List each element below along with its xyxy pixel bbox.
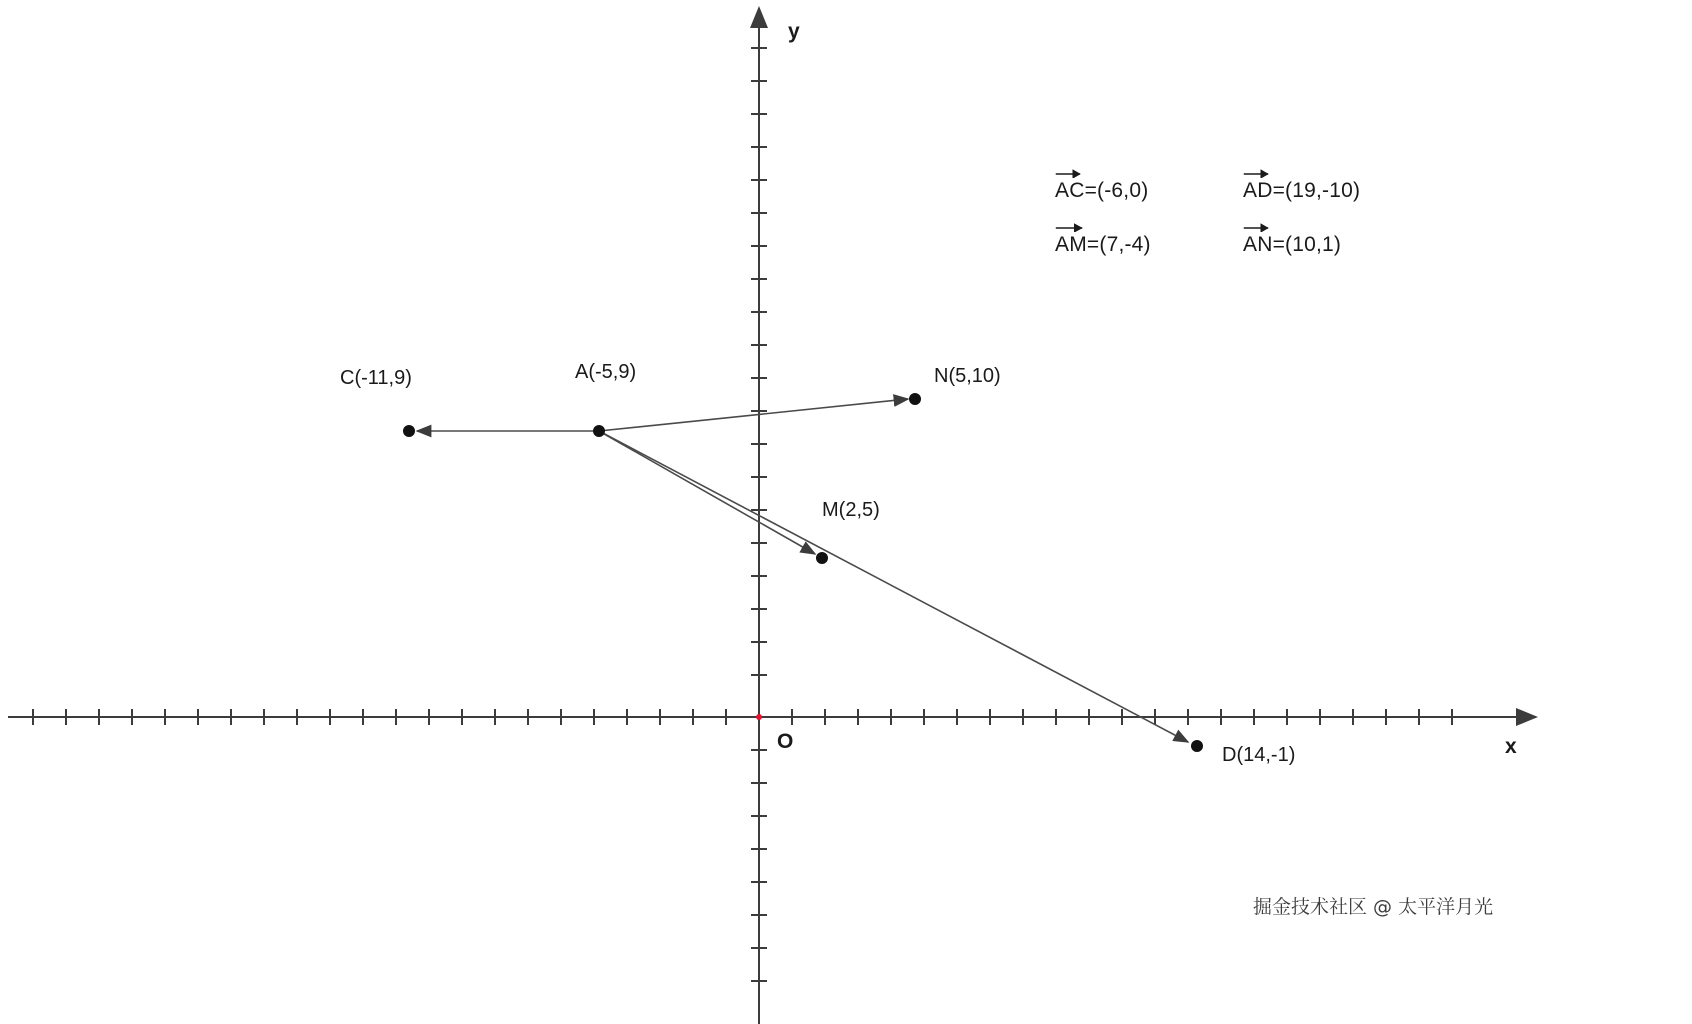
point-label-M: M(2,5): [822, 499, 880, 521]
vector-AM: [599, 431, 815, 554]
annotation-AN-value: =(10,1): [1272, 233, 1342, 256]
point-M: [816, 552, 828, 564]
vector-AD: [599, 431, 1188, 742]
x-axis-label: x: [1505, 735, 1517, 758]
y-axis-label: y: [788, 20, 800, 43]
annotation-AD: [1243, 179, 1360, 203]
overline-arrow-icon: [1243, 222, 1273, 232]
origin-point: [756, 714, 762, 720]
watermark: 掘金技术社区 @ 太平洋月光: [1253, 896, 1494, 918]
point-label-C: C(-11,9): [340, 367, 412, 389]
vector-overline-AM: AM: [1055, 233, 1087, 257]
point-D: [1191, 740, 1203, 752]
annotation-AM: [1055, 233, 1151, 257]
vector-overline-AN: AN: [1243, 233, 1273, 257]
annotation-AC-value: =(-6,0): [1084, 179, 1149, 202]
vector-overline-AD: AD: [1243, 179, 1273, 203]
annotation-AD-value: =(19,-10): [1272, 179, 1361, 202]
vector-overline-AC: AC: [1055, 179, 1085, 203]
point-N: [909, 393, 921, 405]
vector-AN: [599, 399, 908, 431]
annotation-AC: [1055, 179, 1148, 203]
overline-arrow-icon: [1055, 222, 1087, 232]
overline-arrow-icon: [1243, 168, 1273, 178]
origin-label: O: [777, 730, 794, 753]
point-label-N: N(5,10): [934, 365, 1001, 387]
point-label-D: D(14,-1): [1222, 744, 1296, 766]
point-label-A: A(-5,9): [575, 361, 637, 383]
overline-arrow-icon: [1055, 168, 1085, 178]
point-C: [403, 425, 415, 437]
point-A: [593, 425, 605, 437]
x-axis: [8, 709, 1536, 725]
annotation-AM-value: =(7,-4): [1086, 233, 1151, 256]
annotation-AN: [1243, 233, 1341, 257]
